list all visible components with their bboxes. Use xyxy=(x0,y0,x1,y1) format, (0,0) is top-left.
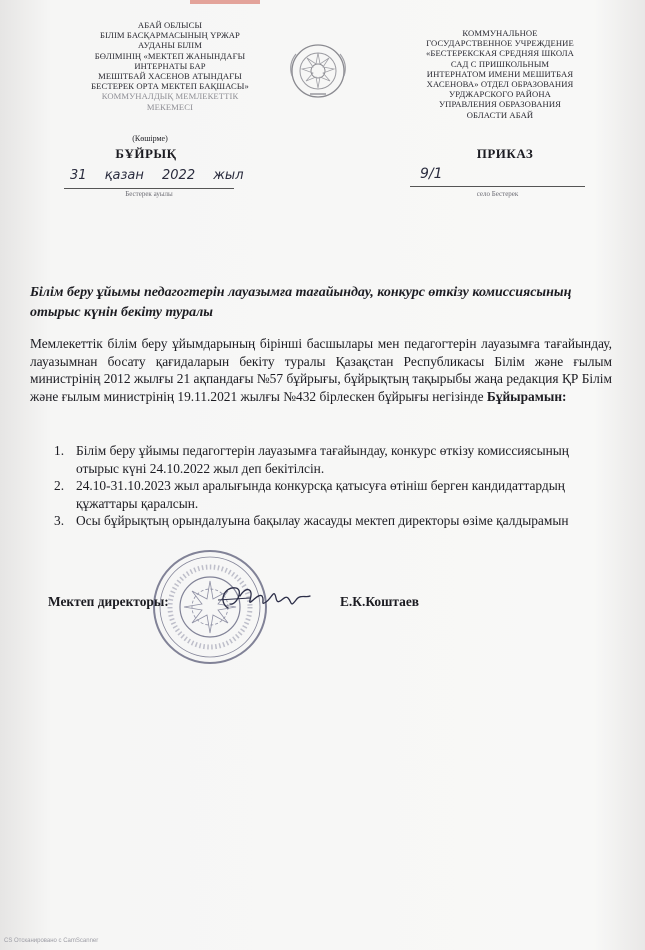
list-item-text: Білім беру ұйымы педагогтерін лауазымға тағайындау, конкурс өткізу комиссиясының отырыс күні 24.10.2022 жыл деп бекітілсін. xyxy=(76,443,569,476)
header-right-line: ИНТЕРНАТОМ ИМЕНИ МЕШИТБАЯ xyxy=(426,68,574,79)
header-left-line: БІЛІМ БАСҚАРМАСЫНЫҢ ҮРЖАР xyxy=(100,30,240,41)
header-left-line: КОММУНАЛДЫҚ МЕМЛЕКЕТТІК xyxy=(101,91,239,102)
header-right-line: ХАСЕНОВА» ОТДЕЛ ОБРАЗОВАНИЯ xyxy=(426,79,574,90)
copy-label: (Көшірме) xyxy=(132,134,168,143)
order-title-kz: БҰЙРЫҚ xyxy=(115,146,177,161)
header-left-line: БӨЛІМІНІҢ «МЕКТЕП ЖАНЫНДАҒЫ xyxy=(94,50,246,61)
header-left-line: АУДАНЫ БІЛІМ xyxy=(138,40,202,51)
header-left-line: МЕШІТБАЙ ХАСЕНОВ АТЫНДАҒЫ xyxy=(98,71,242,82)
top-edge-mark xyxy=(190,0,260,4)
place-caption-kz: Бестерек ауылы xyxy=(125,190,173,198)
order-items xyxy=(54,442,604,530)
header-right-line: САД С ПРИШКОЛЬНЫМ xyxy=(450,58,550,69)
header-left-line: БЕСТЕРЕК ОРТА МЕКТЕП БАҚШАСЫ» xyxy=(91,81,249,92)
list-item-text: Осы бұйрықтың орындалуына бақылау жасауды мектеп директоры өзіме қалдырамын xyxy=(76,513,569,528)
header-left-line: МЕКЕМЕСІ xyxy=(146,101,194,112)
document-title: Білім беру ұйымы педагогтерін лауазымға тағайындау, конкурс өткізу комиссиясының отырыс күнін бекіту туралы xyxy=(30,285,572,320)
body-paragraph xyxy=(30,335,612,405)
place-caption-ru: село Бестерек xyxy=(476,190,519,198)
director-name: Е.К.Коштаев xyxy=(340,594,419,609)
signature-role: Мектеп директоры: xyxy=(48,594,169,609)
handwritten-order-number: 9/1 xyxy=(420,166,443,182)
order-title-ru: ПРИКАЗ xyxy=(476,146,534,161)
list-item-text: 24.10-31.10.2023 жыл аралығында конкурсқа қатысуға өтініш берген кандидаттардың құжаттары қаралсын. xyxy=(76,478,565,511)
handwritten-date: 31 қазан 2022 жыл xyxy=(70,168,244,183)
header-right-line: «БЕСТЕРЕКСКАЯ СРЕДНЯЯ ШКОЛА xyxy=(426,48,574,59)
list-item-number: 2. xyxy=(54,478,65,493)
header-right-line: УПРАВЛЕНИЯ ОБРАЗОВАНИЯ xyxy=(438,99,561,110)
state-emblem-icon xyxy=(286,42,350,100)
header-right xyxy=(395,28,605,120)
header-right-line: ГОСУДАРСТВЕННОЕ УЧРЕЖДЕНИЕ xyxy=(426,38,574,49)
header-left-line: АБАЙ ОБЛЫСЫ xyxy=(137,20,203,30)
body-text: Мемлекеттік білім беру ұйымдарының бірінші басшылары мен педагогтерін лауазымға тағайындау, лауазымнан босату қағидаларын бекіту туралы Қазақстан Республикасы Білім және ғылым министрінің 2012 жылғы 21 ақпандағы №57 бұйрығы, бұйрықтың тақырыбы жаңа редакция ҚР Білім және ғылым министрінің 19.11.2021 жылғы №432 бірлескен бұйрығы негізінде xyxy=(30,336,612,404)
handwritten-signature xyxy=(210,578,320,618)
list-item-number: 3. xyxy=(54,513,65,528)
header-right-line: ОБЛАСТИ АБАЙ xyxy=(466,109,534,120)
date-underline xyxy=(64,188,234,189)
header-right-line: УРДЖАРСКОГО РАЙОНА xyxy=(449,89,551,100)
header-left xyxy=(60,20,280,112)
list-item-number: 1. xyxy=(54,443,65,458)
header-right-line: КОММУНАЛЬНОЕ xyxy=(462,28,538,38)
header-left-line: ИНТЕРНАТЫ БАР xyxy=(134,60,206,71)
list-item xyxy=(54,512,604,530)
body-keyword: Бұйырамын: xyxy=(486,388,567,404)
list-item xyxy=(54,442,604,477)
scanner-watermark: CS Отсканировано с CamScanner xyxy=(4,938,99,944)
list-item xyxy=(54,477,604,512)
number-underline xyxy=(410,186,585,187)
